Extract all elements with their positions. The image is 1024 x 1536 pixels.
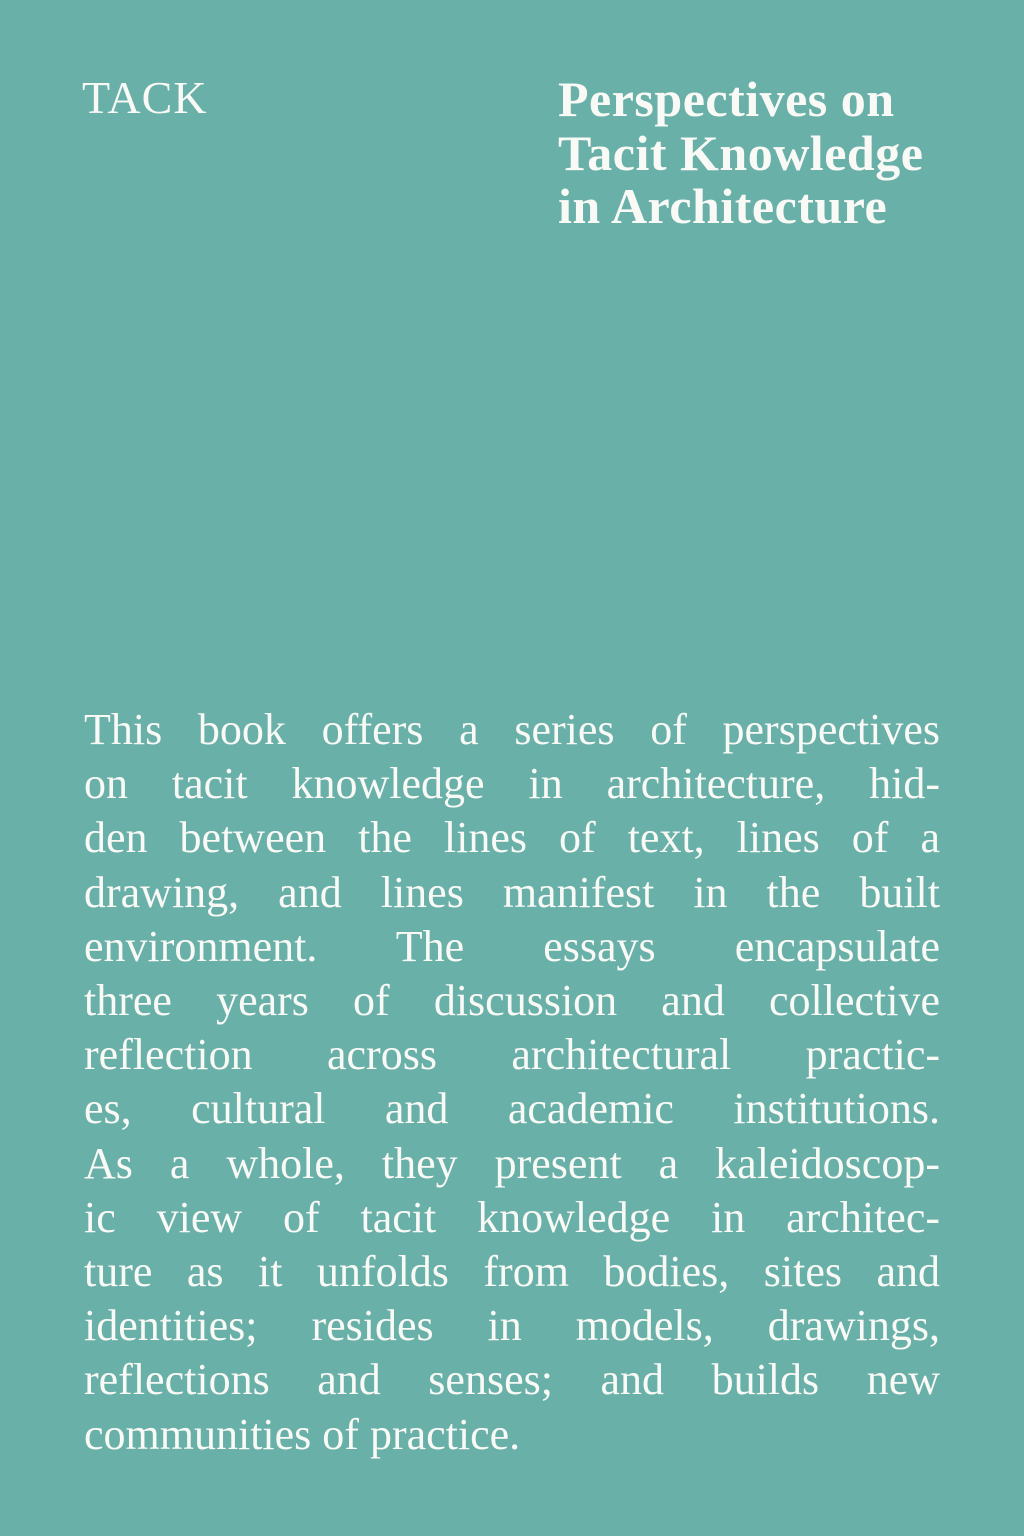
book-description bbox=[84, 703, 940, 1462]
description-line: ture as it unfolds from bodies, sites and bbox=[84, 1247, 940, 1297]
description-line: es, cultural and academic institutions. bbox=[84, 1084, 940, 1134]
title-line-3: in Architecture bbox=[558, 178, 888, 234]
tack-logo: TACK bbox=[82, 72, 208, 123]
description-line: three years of discussion and collective bbox=[84, 976, 940, 1026]
description-line: communities of practice. bbox=[84, 1409, 521, 1459]
description-line: ic view of tacit knowledge in architec- bbox=[84, 1192, 940, 1242]
book-title bbox=[558, 73, 978, 234]
title-line-1: Perspectives on bbox=[558, 71, 895, 127]
description-line: identities; resides in models, drawings, bbox=[84, 1301, 940, 1351]
description-line: reflections and senses; and builds new bbox=[84, 1355, 940, 1405]
description-line: reflection across architectural practic- bbox=[84, 1030, 940, 1080]
description-line: This book offers a series of perspectives bbox=[84, 705, 940, 754]
description-line: drawing, and lines manifest in the built bbox=[84, 867, 940, 917]
description-line: environment. The essays encapsulate bbox=[84, 921, 940, 971]
description-line: den between the lines of text, lines of a bbox=[84, 813, 940, 863]
title-line-2: Tacit Knowledge bbox=[558, 124, 924, 181]
description-line: on tacit knowledge in architecture, hid- bbox=[84, 759, 940, 809]
description-line: As a whole, they present a kaleidoscop- bbox=[84, 1138, 940, 1188]
